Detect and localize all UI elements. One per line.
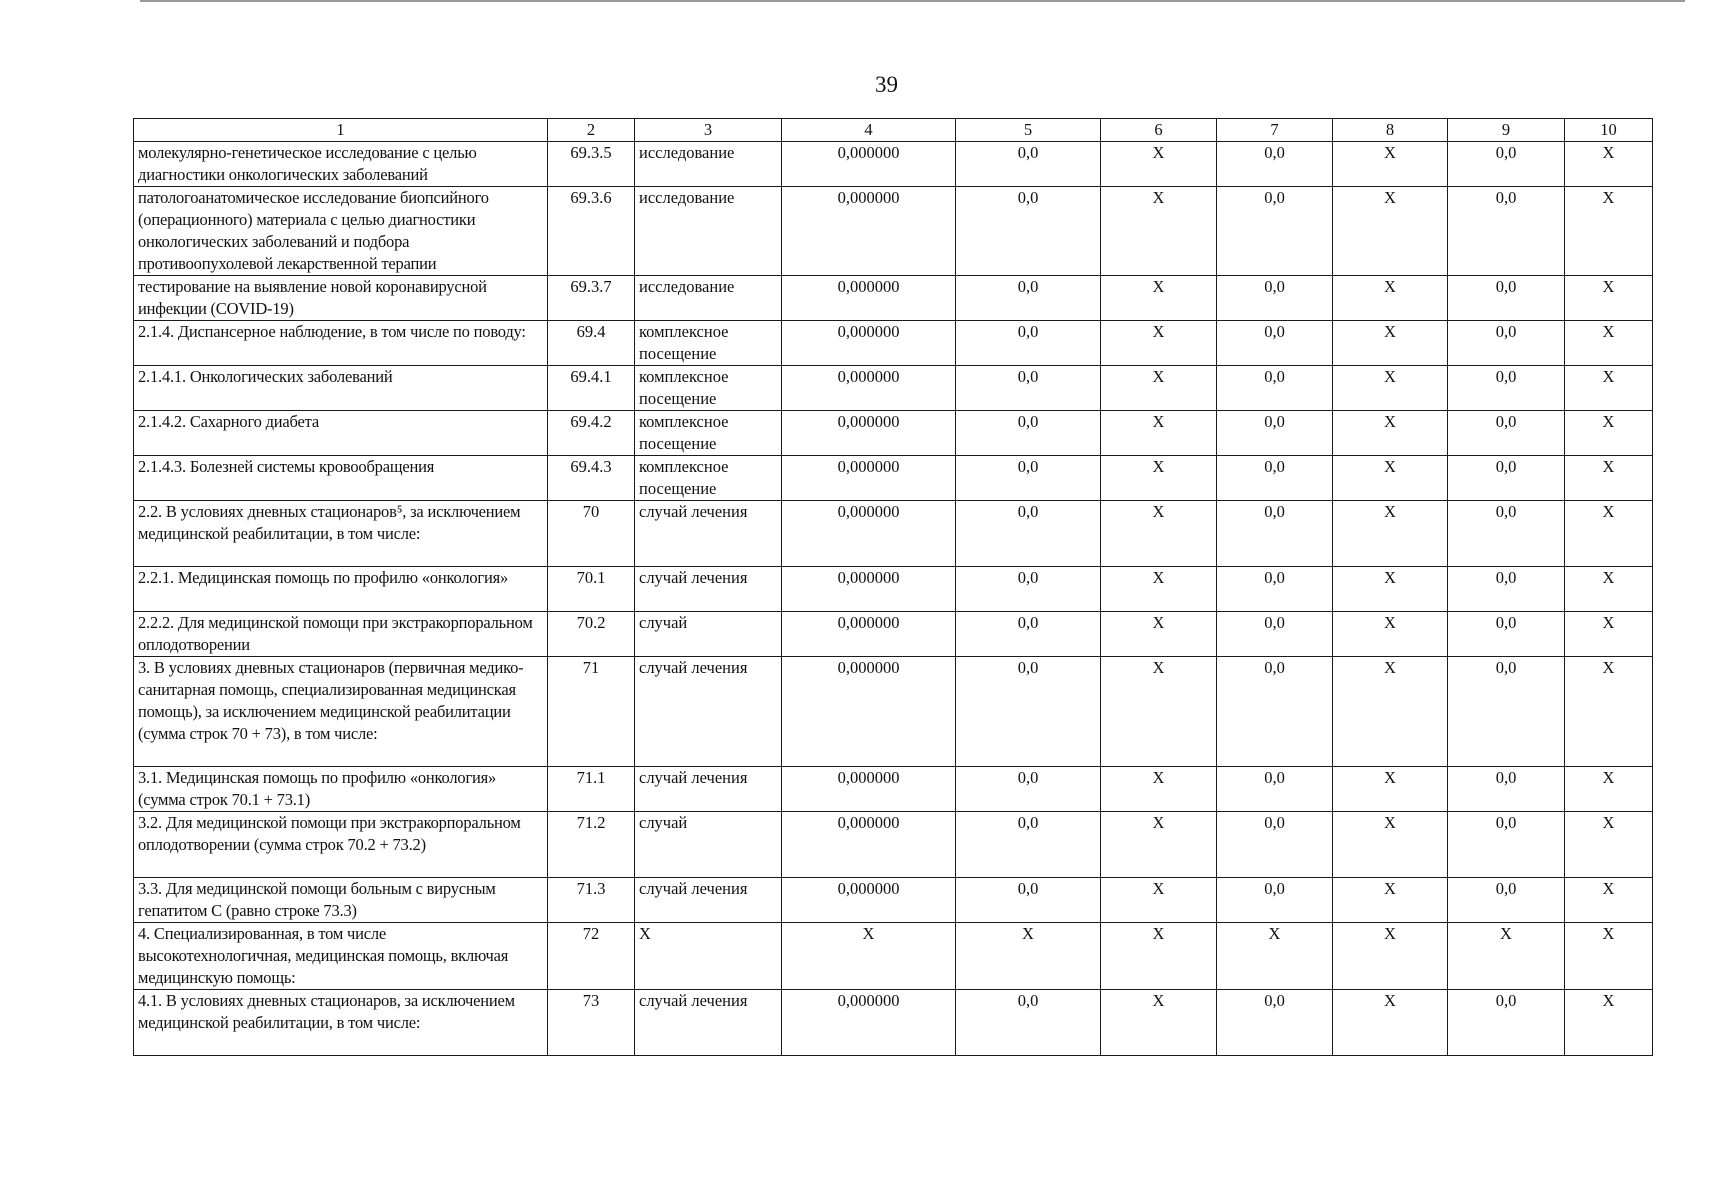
value-col-4: 0,000000 (782, 767, 956, 812)
column-header: 10 (1565, 119, 1653, 142)
value-col-7: 0,0 (1217, 456, 1333, 501)
value-col-8: X (1333, 767, 1448, 812)
value-col-8: X (1333, 878, 1448, 923)
value-col-5: 0,0 (956, 187, 1101, 276)
value-col-4: 0,000000 (782, 411, 956, 456)
value-col-5: 0,0 (956, 767, 1101, 812)
row-code: 72 (548, 923, 635, 990)
value-col-9: 0,0 (1448, 411, 1565, 456)
table-row (134, 411, 1653, 456)
value-col-8: X (1333, 923, 1448, 990)
value-col-7: 0,0 (1217, 321, 1333, 366)
value-col-6: X (1101, 812, 1217, 878)
value-col-5: 0,0 (956, 276, 1101, 321)
value-col-5: 0,0 (956, 366, 1101, 411)
value-col-9: 0,0 (1448, 657, 1565, 767)
value-col-4: 0,000000 (782, 812, 956, 878)
row-name: патологоанатомическое исследование биопсийного (операционного) материала с целью диагностики онкологических заболеваний и подбора противоопухолевой лекарственной терапии (134, 187, 548, 276)
value-col-6: X (1101, 276, 1217, 321)
table-row (134, 142, 1653, 187)
value-col-5: 0,0 (956, 411, 1101, 456)
row-unit: случай лечения (635, 657, 782, 767)
table-row (134, 276, 1653, 321)
table-row (134, 187, 1653, 276)
row-unit: случай лечения (635, 990, 782, 1056)
table-row (134, 990, 1653, 1056)
value-col-6: X (1101, 456, 1217, 501)
value-col-5: 0,0 (956, 456, 1101, 501)
value-col-7: 0,0 (1217, 501, 1333, 567)
value-col-8: X (1333, 990, 1448, 1056)
value-col-5: 0,0 (956, 878, 1101, 923)
value-col-7: 0,0 (1217, 142, 1333, 187)
data-table (133, 118, 1653, 1056)
value-col-6: X (1101, 142, 1217, 187)
row-unit: X (635, 923, 782, 990)
value-col-9: 0,0 (1448, 812, 1565, 878)
row-unit: случай (635, 812, 782, 878)
value-col-10: X (1565, 812, 1653, 878)
value-col-7: 0,0 (1217, 990, 1333, 1056)
column-header: 6 (1101, 119, 1217, 142)
value-col-6: X (1101, 657, 1217, 767)
value-col-8: X (1333, 321, 1448, 366)
row-name: 3.3. Для медицинской помощи больным с вирусным гепатитом С (равно строке 73.3) (134, 878, 548, 923)
value-col-6: X (1101, 187, 1217, 276)
value-col-4: 0,000000 (782, 657, 956, 767)
row-code: 70.1 (548, 567, 635, 612)
value-col-6: X (1101, 878, 1217, 923)
table-row (134, 878, 1653, 923)
value-col-9: 0,0 (1448, 366, 1565, 411)
value-col-6: X (1101, 923, 1217, 990)
row-code: 71.1 (548, 767, 635, 812)
value-col-6: X (1101, 612, 1217, 657)
row-name: молекулярно-генетическое исследование с целью диагностики онкологических заболеваний (134, 142, 548, 187)
table-row (134, 612, 1653, 657)
value-col-8: X (1333, 501, 1448, 567)
row-code: 70 (548, 501, 635, 567)
value-col-7: 0,0 (1217, 612, 1333, 657)
column-header: 9 (1448, 119, 1565, 142)
value-col-4: 0,000000 (782, 187, 956, 276)
row-name: 2.2. В условиях дневных стационаров⁵, за исключением медицинской реабилитации, в том числе: (134, 501, 548, 567)
row-unit: комплексное посещение (635, 366, 782, 411)
table-row (134, 366, 1653, 411)
value-col-6: X (1101, 366, 1217, 411)
value-col-7: 0,0 (1217, 657, 1333, 767)
value-col-9: 0,0 (1448, 990, 1565, 1056)
row-unit: комплексное посещение (635, 321, 782, 366)
value-col-6: X (1101, 767, 1217, 812)
value-col-8: X (1333, 612, 1448, 657)
column-header: 2 (548, 119, 635, 142)
value-col-8: X (1333, 366, 1448, 411)
value-col-9: 0,0 (1448, 878, 1565, 923)
value-col-7: 0,0 (1217, 878, 1333, 923)
row-code: 69.3.6 (548, 187, 635, 276)
value-col-5: X (956, 923, 1101, 990)
row-code: 69.4 (548, 321, 635, 366)
value-col-9: 0,0 (1448, 321, 1565, 366)
value-col-7: 0,0 (1217, 366, 1333, 411)
value-col-6: X (1101, 990, 1217, 1056)
value-col-4: X (782, 923, 956, 990)
value-col-7: 0,0 (1217, 567, 1333, 612)
row-name: тестирование на выявление новой коронавирусной инфекции (COVID-19) (134, 276, 548, 321)
value-col-10: X (1565, 923, 1653, 990)
value-col-7: 0,0 (1217, 187, 1333, 276)
row-code: 69.4.1 (548, 366, 635, 411)
table-row (134, 923, 1653, 990)
value-col-5: 0,0 (956, 567, 1101, 612)
value-col-8: X (1333, 657, 1448, 767)
value-col-8: X (1333, 812, 1448, 878)
column-header: 3 (635, 119, 782, 142)
value-col-6: X (1101, 411, 1217, 456)
column-header: 4 (782, 119, 956, 142)
value-col-8: X (1333, 276, 1448, 321)
row-name: 2.1.4.3. Болезней системы кровообращения (134, 456, 548, 501)
value-col-5: 0,0 (956, 812, 1101, 878)
value-col-10: X (1565, 276, 1653, 321)
row-name: 3. В условиях дневных стационаров (первичная медико-санитарная помощь, специализированная медицинская помощь), за исключением медицинской реабилитации (сумма строк 70 + 73), в том числе: (134, 657, 548, 767)
value-col-7: 0,0 (1217, 276, 1333, 321)
value-col-9: 0,0 (1448, 276, 1565, 321)
value-col-10: X (1565, 366, 1653, 411)
row-unit: случай лечения (635, 878, 782, 923)
value-col-5: 0,0 (956, 990, 1101, 1056)
row-code: 69.4.2 (548, 411, 635, 456)
value-col-5: 0,0 (956, 501, 1101, 567)
column-number-row (134, 119, 1653, 142)
value-col-8: X (1333, 411, 1448, 456)
column-header: 1 (134, 119, 548, 142)
value-col-6: X (1101, 501, 1217, 567)
row-code: 71.2 (548, 812, 635, 878)
table-row (134, 567, 1653, 612)
row-unit: случай лечения (635, 767, 782, 812)
table-row (134, 321, 1653, 366)
row-unit: исследование (635, 142, 782, 187)
row-name: 3.2. Для медицинской помощи при экстракорпоральном оплодотворении (сумма строк 70.2 + 73.2) (134, 812, 548, 878)
value-col-7: X (1217, 923, 1333, 990)
value-col-9: 0,0 (1448, 456, 1565, 501)
value-col-10: X (1565, 990, 1653, 1056)
value-col-5: 0,0 (956, 142, 1101, 187)
row-code: 71.3 (548, 878, 635, 923)
value-col-4: 0,000000 (782, 142, 956, 187)
value-col-7: 0,0 (1217, 767, 1333, 812)
row-unit: случай (635, 612, 782, 657)
value-col-4: 0,000000 (782, 878, 956, 923)
value-col-8: X (1333, 567, 1448, 612)
table-row (134, 767, 1653, 812)
row-code: 69.4.3 (548, 456, 635, 501)
value-col-4: 0,000000 (782, 612, 956, 657)
value-col-6: X (1101, 567, 1217, 612)
value-col-7: 0,0 (1217, 411, 1333, 456)
row-name: 2.1.4.2. Сахарного диабета (134, 411, 548, 456)
value-col-4: 0,000000 (782, 366, 956, 411)
value-col-5: 0,0 (956, 321, 1101, 366)
row-name: 2.2.1. Медицинская помощь по профилю «онкология» (134, 567, 548, 612)
value-col-8: X (1333, 456, 1448, 501)
value-col-10: X (1565, 187, 1653, 276)
row-name: 4. Специализированная, в том числе высокотехнологичная, медицинская помощь, включая медицинскую помощь: (134, 923, 548, 990)
value-col-4: 0,000000 (782, 501, 956, 567)
row-unit: комплексное посещение (635, 411, 782, 456)
row-unit: случай лечения (635, 567, 782, 612)
value-col-10: X (1565, 612, 1653, 657)
value-col-10: X (1565, 767, 1653, 812)
value-col-9: 0,0 (1448, 767, 1565, 812)
value-col-9: 0,0 (1448, 142, 1565, 187)
column-header: 5 (956, 119, 1101, 142)
value-col-9: 0,0 (1448, 187, 1565, 276)
column-header: 8 (1333, 119, 1448, 142)
value-col-4: 0,000000 (782, 321, 956, 366)
table-row (134, 812, 1653, 878)
table-row (134, 456, 1653, 501)
value-col-10: X (1565, 411, 1653, 456)
value-col-10: X (1565, 567, 1653, 612)
value-col-10: X (1565, 657, 1653, 767)
value-col-10: X (1565, 321, 1653, 366)
row-code: 71 (548, 657, 635, 767)
value-col-8: X (1333, 187, 1448, 276)
value-col-9: 0,0 (1448, 612, 1565, 657)
table-row (134, 501, 1653, 567)
row-unit: исследование (635, 276, 782, 321)
row-name: 2.2.2. Для медицинской помощи при экстракорпоральном оплодотворении (134, 612, 548, 657)
value-col-9: X (1448, 923, 1565, 990)
value-col-10: X (1565, 142, 1653, 187)
table-row (134, 657, 1653, 767)
column-header: 7 (1217, 119, 1333, 142)
row-name: 4.1. В условиях дневных стационаров, за исключением медицинской реабилитации, в том числе: (134, 990, 548, 1056)
row-name: 3.1. Медицинская помощь по профилю «онкология» (сумма строк 70.1 + 73.1) (134, 767, 548, 812)
row-code: 73 (548, 990, 635, 1056)
value-col-7: 0,0 (1217, 812, 1333, 878)
value-col-4: 0,000000 (782, 567, 956, 612)
row-unit: случай лечения (635, 501, 782, 567)
value-col-9: 0,0 (1448, 567, 1565, 612)
value-col-8: X (1333, 142, 1448, 187)
row-name: 2.1.4.1. Онкологических заболеваний (134, 366, 548, 411)
value-col-5: 0,0 (956, 657, 1101, 767)
row-unit: комплексное посещение (635, 456, 782, 501)
value-col-6: X (1101, 321, 1217, 366)
value-col-10: X (1565, 456, 1653, 501)
row-code: 69.3.5 (548, 142, 635, 187)
page-number: 39 (875, 72, 898, 97)
value-col-4: 0,000000 (782, 990, 956, 1056)
row-name: 2.1.4. Диспансерное наблюдение, в том числе по поводу: (134, 321, 548, 366)
row-code: 69.3.7 (548, 276, 635, 321)
row-code: 70.2 (548, 612, 635, 657)
top-rule (140, 0, 1685, 2)
value-col-10: X (1565, 501, 1653, 567)
value-col-10: X (1565, 878, 1653, 923)
row-unit: исследование (635, 187, 782, 276)
value-col-4: 0,000000 (782, 456, 956, 501)
value-col-5: 0,0 (956, 612, 1101, 657)
value-col-4: 0,000000 (782, 276, 956, 321)
value-col-9: 0,0 (1448, 501, 1565, 567)
